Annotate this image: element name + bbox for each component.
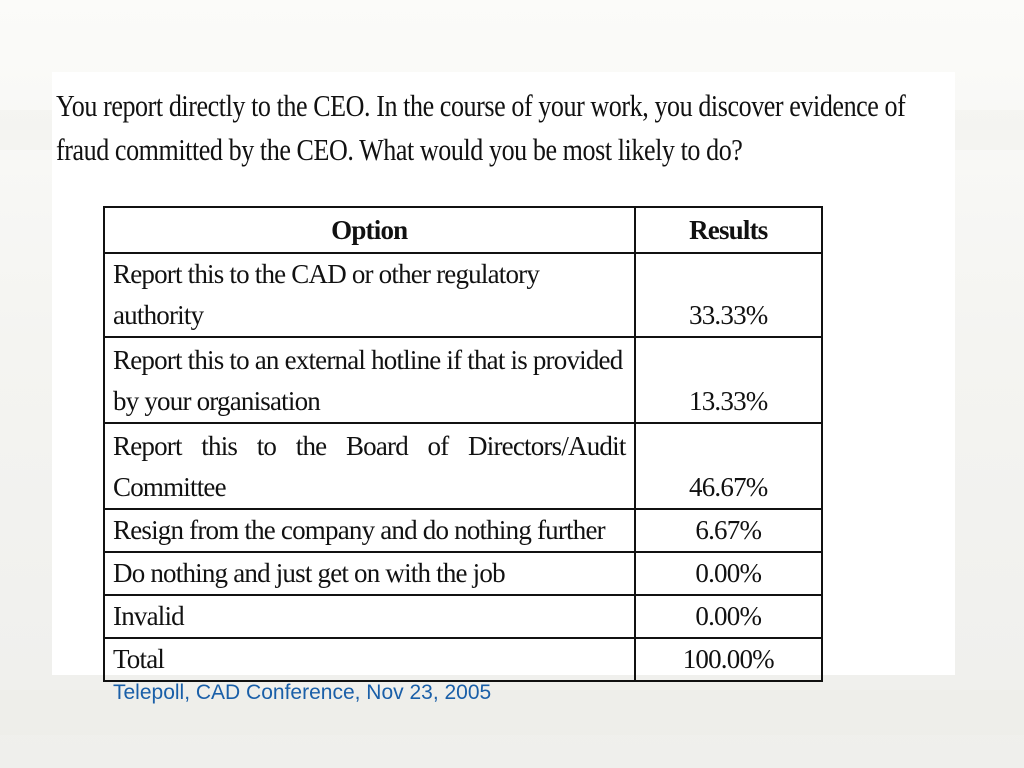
table-row	[104, 337, 822, 423]
option-cell: Report this to an external hotline if that is provided by your organisation	[104, 337, 635, 423]
option-cell: Invalid	[104, 595, 635, 638]
table-row	[104, 423, 822, 509]
table-header-row	[104, 207, 822, 253]
results-column-header: Results	[635, 207, 822, 253]
result-cell: 0.00%	[635, 595, 822, 638]
table-row	[104, 253, 822, 337]
option-cell: Report this to the CAD or other regulatory authority	[104, 253, 635, 337]
option-cell: Report this to the Board of Directors/Audit Committee	[104, 423, 635, 509]
result-cell: 46.67%	[635, 423, 822, 509]
option-cell: Do nothing and just get on with the job	[104, 552, 635, 595]
result-cell: 0.00%	[635, 552, 822, 595]
result-cell: 6.67%	[635, 509, 822, 552]
survey-question	[56, 84, 906, 172]
total-result-cell: 100.00%	[635, 638, 822, 681]
option-cell: Resign from the company and do nothing further	[104, 509, 635, 552]
table-row	[104, 509, 822, 552]
table-row	[104, 552, 822, 595]
total-label-cell: Total	[104, 638, 635, 681]
result-cell: 33.33%	[635, 253, 822, 337]
source-citation: Telepoll, CAD Conference, Nov 23, 2005	[113, 681, 492, 704]
table-total-row	[104, 638, 822, 681]
results-table	[103, 206, 823, 682]
table-row	[104, 595, 822, 638]
survey-question-line: fraud committed by the CEO. What would you be most likely to do?	[56, 132, 743, 167]
result-cell: 13.33%	[635, 337, 822, 423]
survey-question-line: You report directly to the CEO. In the course of your work, you discover evidence of	[56, 88, 906, 123]
option-column-header: Option	[104, 207, 635, 253]
